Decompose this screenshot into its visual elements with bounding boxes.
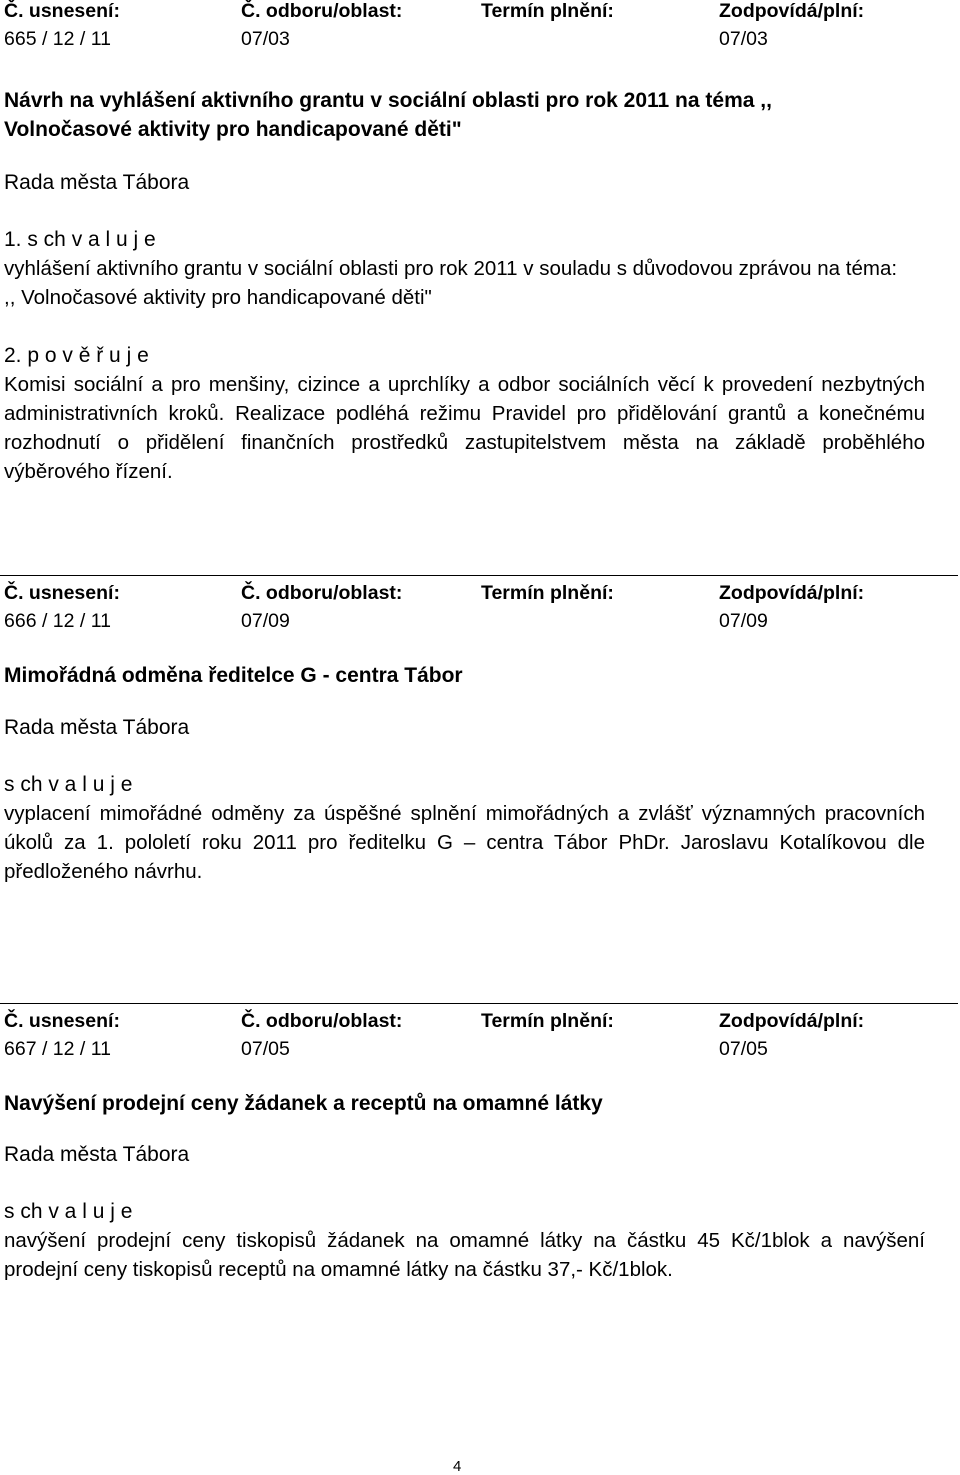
resolution-text: Komisi sociální a pro menšiny, cizince a uprchlíky a odbor sociálních věcí k provedení nezbytných administrativních kroků. Realizace podléhá režimu Pravidel pro přidělování grantů a konečnému rozhodnutí o přidělení finančních prostředků zastupitelstvem města na základě proběhlého výběrového řízení. — [4, 373, 925, 483]
header-deadline: Termín plnění: — [481, 0, 614, 22]
title-line: Volnočasové aktivity pro handicapované děti" — [4, 118, 462, 141]
header-responsible: Zodpovídá/plní: — [719, 582, 865, 604]
resolution-number: 665 / 12 / 11 — [4, 28, 111, 50]
council-name: Rada města Tábora — [4, 716, 190, 739]
resolution-verb: 1. s ch v a l u j e — [4, 228, 156, 251]
text-paragraph: ,, Volnočasové aktivity pro handicapované děti" — [4, 286, 432, 309]
resolution-text — [4, 254, 925, 312]
resolution-responsible: 07/05 — [719, 1038, 768, 1060]
header-deadline: Termín plnění: — [481, 1010, 614, 1032]
resolution-text: vyplacení mimořádné odměny za úspěšné splnění mimořádných a zvlášť významných pracovních úkolů za 1. pololetí roku 2011 pro ředitelku G – centra Tábor PhDr. Jaroslavu Kotalíkovou dle předloženého návrhu. — [4, 802, 925, 883]
text-paragraph: vyhlášení aktivního grantu v sociální oblasti pro rok 2011 v souladu s důvodovou zprávou na téma: — [4, 257, 898, 280]
resolution-verb: s ch v a l u j e — [4, 1200, 133, 1223]
header-deadline: Termín plnění: — [481, 582, 614, 604]
council-name: Rada města Tábora — [4, 1143, 190, 1166]
page-number: 4 — [453, 1458, 462, 1475]
resolution-department: 07/09 — [241, 610, 290, 632]
resolution-title: Mimořádná odměna ředitelce G - centra Tábor — [4, 664, 463, 687]
resolution-number: 666 / 12 / 11 — [4, 610, 111, 632]
resolution-responsible: 07/09 — [719, 610, 768, 632]
resolution-title — [4, 86, 929, 144]
resolution-values — [0, 610, 960, 634]
council-name: Rada města Tábora — [4, 171, 190, 194]
header-department: Č. odboru/oblast: — [241, 1010, 403, 1032]
header-department: Č. odboru/oblast: — [241, 0, 403, 22]
title-line: Návrh na vyhlášení aktivního grantu v sociální oblasti pro rok 2011 na téma ,, — [4, 89, 772, 112]
resolution-text: navýšení prodejní ceny tiskopisů žádanek na omamné látky na částku 45 Kč/1blok a navýšení prodejní ceny tiskopisů receptů na omamné látky na částku 37,- Kč/1blok. — [4, 1229, 925, 1281]
header-resolution-number: Č. usnesení: — [4, 0, 120, 22]
resolution-department: 07/05 — [241, 1038, 290, 1060]
header-rule — [0, 575, 958, 576]
resolution-verb: s ch v a l u j e — [4, 773, 133, 796]
resolution-header — [0, 0, 960, 24]
resolution-header — [0, 582, 960, 606]
resolution-header — [0, 1010, 960, 1034]
header-responsible: Zodpovídá/plní: — [719, 1010, 865, 1032]
resolution-number: 667 / 12 / 11 — [4, 1038, 111, 1060]
header-resolution-number: Č. usnesení: — [4, 582, 120, 604]
header-responsible: Zodpovídá/plní: — [719, 0, 865, 22]
header-department: Č. odboru/oblast: — [241, 582, 403, 604]
resolution-verb: 2. p o v ě ř u j e — [4, 344, 149, 367]
header-resolution-number: Č. usnesení: — [4, 1010, 120, 1032]
header-rule — [0, 1003, 958, 1004]
resolution-values — [0, 28, 960, 52]
resolution-department: 07/03 — [241, 28, 290, 50]
resolution-title: Navýšení prodejní ceny žádanek a receptů na omamné látky — [4, 1092, 603, 1115]
resolution-values — [0, 1038, 960, 1062]
resolution-responsible: 07/03 — [719, 28, 768, 50]
